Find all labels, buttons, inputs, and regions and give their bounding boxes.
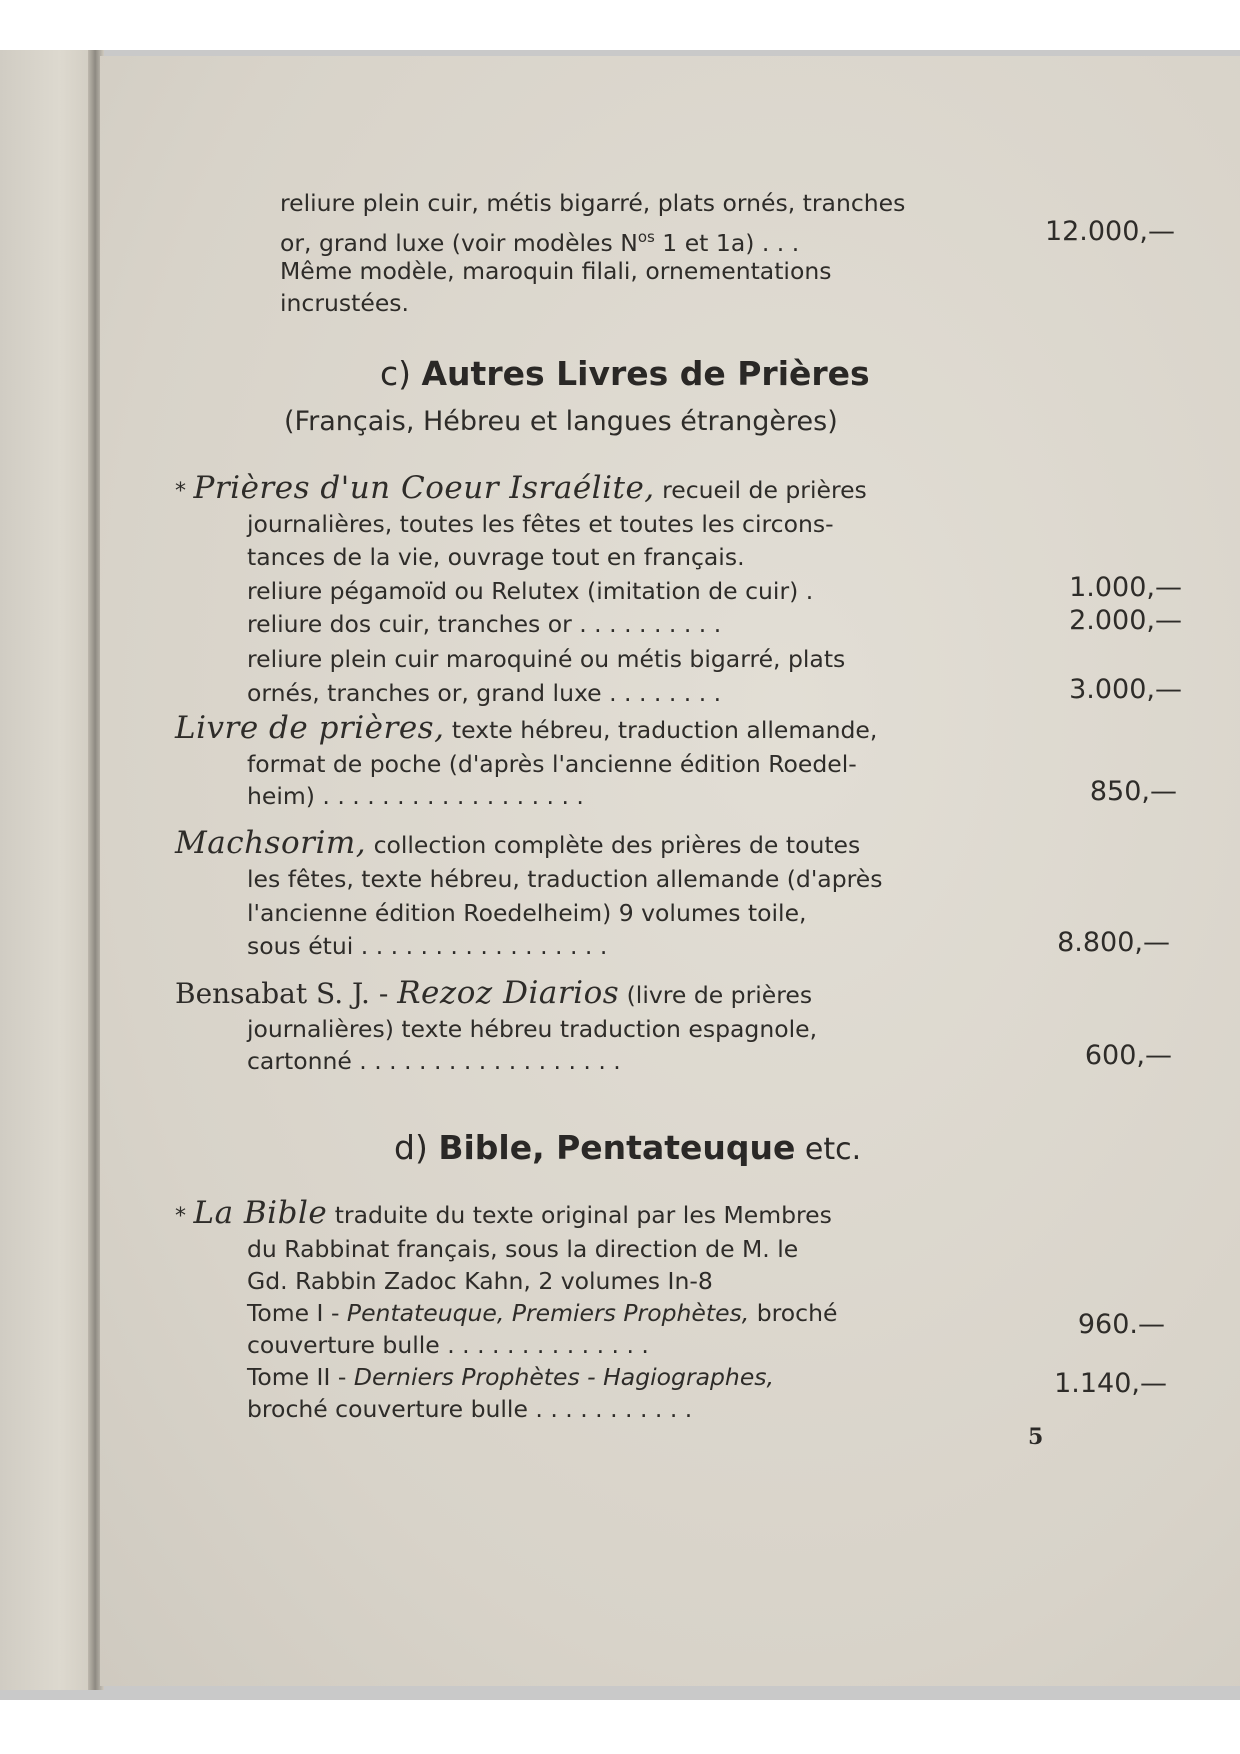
- entry-livre-line-2: format de poche (d'après l'ancienne édition Roedel-: [247, 750, 857, 778]
- entry-prieres-line-7: ornés, tranches or, grand luxe . . . . . . . .: [247, 679, 722, 707]
- entry-prieres-line-2: journalières, toutes les fêtes et toutes les circons-: [247, 510, 834, 538]
- left-page-edge: [0, 50, 100, 1690]
- entry-machsorim-title: Machsorim,: [175, 825, 367, 861]
- entry-prieres-price-1: 1.000,—: [1069, 572, 1182, 603]
- entry-livre-title: Livre de prières,: [175, 710, 445, 746]
- entry-bensabat-first-line: Bensabat S. J. - Rezoz Diarios (livre de prières: [175, 975, 813, 1011]
- top-entry-line-2: or, grand luxe (voir modèles $N^{os}$ 1 et 1a) . . .: [280, 228, 800, 257]
- entry-machsorim-line-4: sous étui . . . . . . . . . . . . . . . . .: [247, 932, 608, 960]
- top-entry-line-3: Même modèle, maroquin filali, ornementations: [280, 257, 832, 285]
- entry-bible-line-5: couverture bulle . . . . . . . . . . . . . .: [247, 1331, 649, 1359]
- entry-prieres-title: Prières d'un Coeur Israélite,: [193, 470, 655, 506]
- entry-bensabat-title: Rezoz Diarios: [397, 975, 620, 1011]
- entry-bible-price-1: 960.—: [1077, 1309, 1165, 1340]
- entry-bensabat-line-2: journalières) texte hébreu traduction espagnole,: [247, 1015, 818, 1043]
- entry-bible-price-2: 1.140,—: [1054, 1368, 1167, 1399]
- entry-prieres-line-4: reliure pégamoïd ou Relutex (imitation de cuir) .: [247, 577, 814, 605]
- section-c-subheading: (Français, Hébreu et langues étrangères): [284, 406, 838, 437]
- star-marker: *: [175, 479, 186, 504]
- entry-prieres-line-3: tances de la vie, ouvrage tout en français.: [247, 543, 745, 571]
- section-d-heading: d) Bible, Pentateuque etc.: [394, 1128, 862, 1167]
- entry-bensabat-line-3: cartonné . . . . . . . . . . . . . . . . . .: [247, 1047, 621, 1075]
- entry-machsorim-line-2: les fêtes, texte hébreu, traduction allemande (d'après: [247, 865, 883, 893]
- entry-bible-first-line: * La Bible traduite du texte original par les Membres: [175, 1195, 832, 1231]
- top-entry-line-1: reliure plein cuir, métis bigarré, plats ornés, tranches: [280, 189, 906, 217]
- entry-bensabat-author: Bensabat S. J. -: [175, 977, 398, 1010]
- entry-bensabat-price: 600,—: [1084, 1040, 1172, 1071]
- section-c-heading: c) Autres Livres de Prières: [380, 354, 870, 393]
- star-marker: *: [175, 1204, 186, 1229]
- entry-machsorim-line-3: l'ancienne édition Roedelheim) 9 volumes toile,: [247, 899, 807, 927]
- entry-prieres-price-2: 2.000,—: [1069, 605, 1182, 636]
- entry-machsorim-price: 8.800,—: [1057, 927, 1170, 958]
- entry-bible-line-2: du Rabbinat français, sous la direction de M. le: [247, 1235, 799, 1263]
- entry-livre-first-line: Livre de prières, texte hébreu, traduction allemande,: [175, 710, 878, 746]
- top-entry-price: 12.000,—: [1044, 216, 1175, 247]
- entry-bible-line-4: Tome I - Pentateuque, Premiers Prophètes, broché: [247, 1299, 838, 1327]
- entry-prieres-first-line: * Prières d'un Coeur Israélite, recueil de prières: [175, 470, 867, 506]
- entry-bible-title: La Bible: [193, 1195, 328, 1231]
- page-number: 5: [1028, 1424, 1044, 1450]
- entry-machsorim-first-line: Machsorim, collection complète des prières de toutes: [175, 825, 861, 861]
- catalog-page: [100, 56, 1240, 1686]
- top-entry-line-4: incrustées.: [280, 289, 409, 317]
- entry-livre-line-3: heim) . . . . . . . . . . . . . . . . . .: [247, 782, 584, 810]
- entry-bible-line-3: Gd. Rabbin Zadoc Kahn, 2 volumes In-8: [247, 1267, 713, 1295]
- entry-prieres-line-5: reliure dos cuir, tranches or . . . . . . . . . .: [247, 610, 722, 638]
- entry-livre-price: 850,—: [1089, 776, 1177, 807]
- entry-prieres-line-6: reliure plein cuir maroquiné ou métis bigarré, plats: [247, 645, 846, 673]
- entry-prieres-price-3: 3.000,—: [1069, 674, 1182, 705]
- entry-bible-line-6: Tome II - Derniers Prophètes - Hagiographes,: [247, 1363, 774, 1391]
- entry-bible-line-7: broché couverture bulle . . . . . . . . . . .: [247, 1395, 693, 1423]
